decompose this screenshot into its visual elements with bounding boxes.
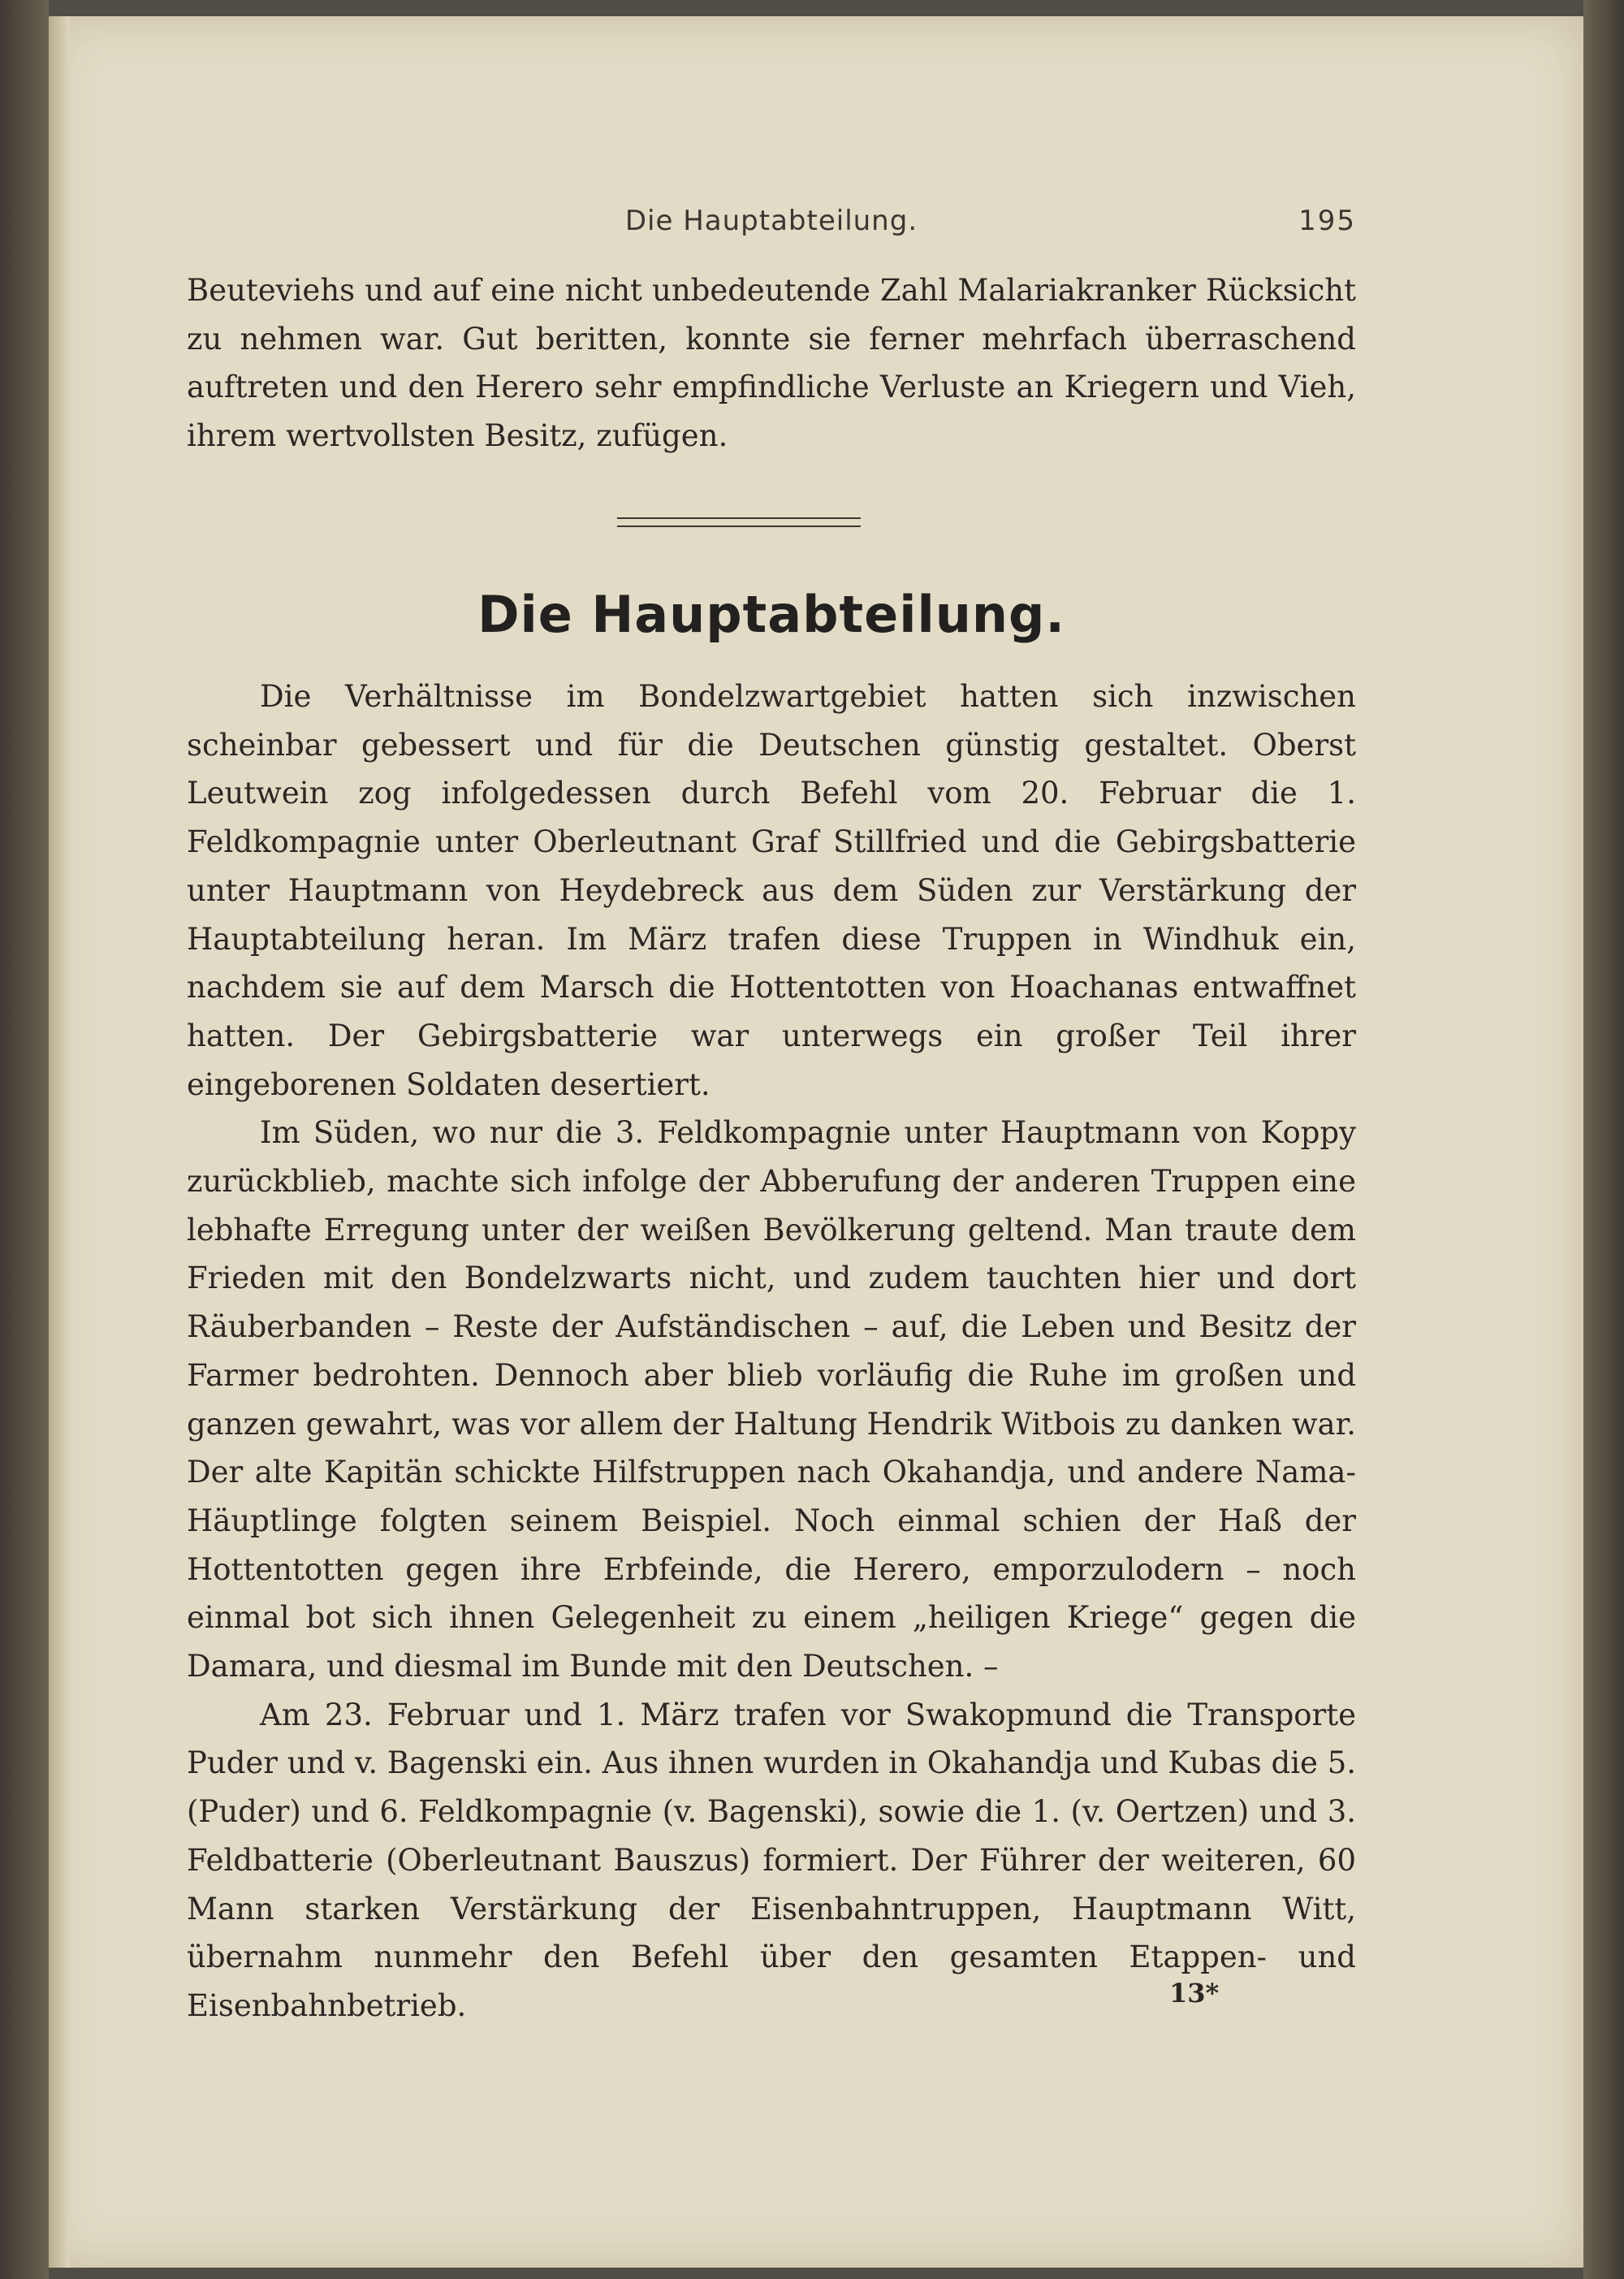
paragraph: Die Verhältnisse im Bondelzwartgebiet hatten sich inzwischen scheinbar gebessert und für die Deutschen günstig gestaltet. Oberst Leutwein zog infolgedessen durch Befehl vom 20. Februar die 1. Feldkompagnie unter Oberleutnant Graf Stillfried und die Gebirgsbatterie unter Hauptmann von Heydebreck aus dem Süden zur Verstärkung der Hauptabteilung heran. Im März trafen diese Truppen in Windhuk ein, nachdem sie auf dem Marsch die Hottentotten von Hoachanas entwaffnet hatten. Der Gebirgsbatterie war unterwegs ein großer Teil ihrer eingeborenen Soldaten desertiert. — [187, 679, 1356, 1102]
signature-mark: 13* — [1169, 1978, 1220, 2009]
opening-text-block — [187, 266, 1356, 461]
running-head-title: Die Hauptabteilung. — [624, 205, 918, 237]
opening-paragraph: Beuteviehs und auf eine nicht unbedeutende Zahl Malariakranker Rücksicht zu nehmen war. Gut beritten, konnte sie ferner mehrfach überraschend auftreten und den Herero sehr empfindliche Verluste an Kriegern und Vieh, ihrem wertvollsten Besitz, zufügen. — [187, 273, 1356, 454]
book-right-edge — [1583, 0, 1624, 2279]
book-cover-edge — [0, 0, 49, 2279]
section-divider — [617, 517, 861, 527]
paragraph: Am 23. Februar und 1. März trafen vor Swakopmund die Transporte Puder und v. Bagenski ein. Aus ihnen wurden in Okahandja und Kubas die 5. (Puder) und 6. Feldkompagnie (v. Bagenski), sowie die 1. (v. Oertzen) und 3. Feldbatterie (Oberleutnant Bauszus) formiert. Der Führer der weiteren, 60 Mann starken Verstärkung der Eisenbahntruppen, Hauptmann Witt, übernahm nunmehr den Befehl über den gesamten Etappen- und Eisenbahnbetrieb. — [187, 1697, 1356, 2023]
page-gutter — [49, 16, 70, 2268]
section-text-block — [187, 672, 1356, 2030]
section-heading: Die Hauptabteilung. — [477, 585, 1065, 644]
paragraph: Im Süden, wo nur die 3. Feldkompagnie unter Hauptmann von Koppy zurückblieb, machte sich infolge der Abberufung der anderen Truppen eine lebhafte Erregung unter der weißen Bevölkerung geltend. Man traute dem Frieden mit den Bondelzwarts nicht, und zudem tauchten hier und dort Räuberbanden – Reste der Aufständischen – auf, die Leben und Besitz der Farmer bedrohten. Dennoch aber blieb vorläufig die Ruhe im großen und ganzen gewahrt, was vor allem der Haltung Hendrik Witbois zu danken war. Der alte Kapitän schickte Hilfstruppen nach Okahandja, und andere Nama-Häuptlinge folgten seinem Beispiel. Noch einmal schien der Haß der Hottentotten gegen ihre Erbfeinde, die Herero, emporzulodern – noch einmal bot sich ihnen Gelegenheit zu einem „heiligen Kriege“ gegen die Damara, und diesmal im Bunde mit den Deutschen. – — [187, 1115, 1356, 1684]
running-head — [187, 205, 1356, 245]
page-number: 195 — [1298, 205, 1356, 237]
